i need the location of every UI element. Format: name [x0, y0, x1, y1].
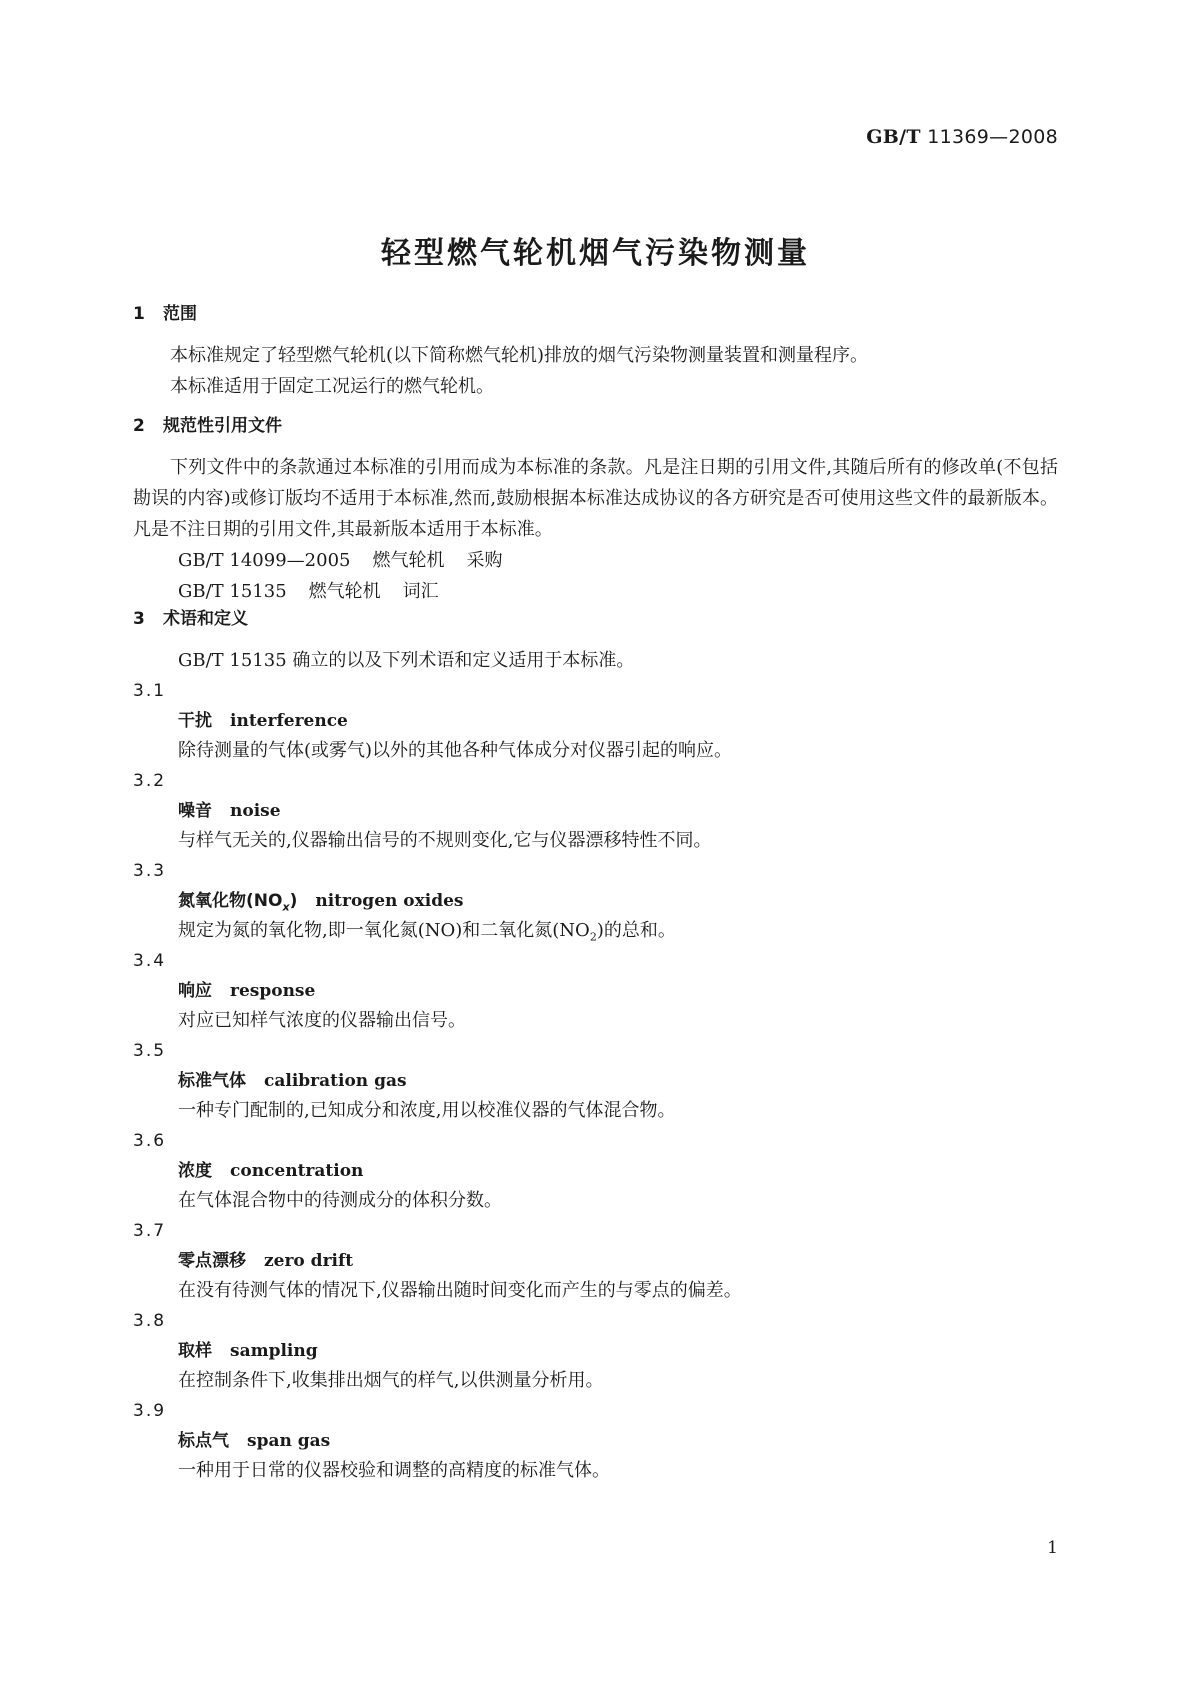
term-en: concentration	[230, 1161, 364, 1181]
term-entry	[133, 766, 1058, 856]
term-zh	[178, 891, 298, 914]
term-en: noise	[230, 801, 281, 821]
reference-name: 燃气轮机	[308, 581, 381, 602]
term-title	[133, 1336, 1058, 1366]
term-zh-subscript: x	[282, 900, 290, 914]
term-entry	[133, 676, 1058, 766]
term-zh: 响应	[178, 981, 212, 1001]
term-definition: 在控制条件下,收集排出烟气的样气,以供测量分析用。	[178, 1370, 604, 1391]
section-heading	[133, 607, 1058, 631]
reference-name: 燃气轮机	[372, 550, 445, 571]
paragraph: 下列文件中的条款通过本标准的引用而成为本标准的条款。凡是注日期的引用文件,其随后所有的修改单(不包括勘误的内容)或修订版均不适用于本标准,然而,鼓励根据本标准达成协议的各方研究是否可使用这些文件的最新版本。凡是不注日期的引用文件,其最新版本适用于本标准。	[133, 457, 1058, 540]
term-entry	[133, 1396, 1058, 1486]
term-title	[133, 1246, 1058, 1276]
term-zh-tail: )	[289, 891, 298, 911]
term-en: interference	[230, 711, 348, 731]
reference-code: GB/T 14099—2005	[178, 550, 351, 571]
term-title	[133, 976, 1058, 1006]
term-zh-text: 氮氧化物(NO	[178, 891, 283, 911]
term-entry	[133, 1216, 1058, 1306]
term-title	[133, 796, 1058, 826]
term-definition: 除待测量的气体(或雾气)以外的其他各种气体成分对仪器引起的响应。	[178, 740, 733, 761]
section-heading	[133, 302, 1058, 326]
term-definition	[133, 916, 1058, 946]
section-title: 术语和定义	[163, 609, 248, 629]
term-en: response	[230, 981, 316, 1001]
section-scope	[133, 302, 1058, 402]
term-definition: 对应已知样气浓度的仪器输出信号。	[178, 1010, 466, 1031]
term-title	[133, 1066, 1058, 1096]
term-definition-tail: )的总和。	[596, 920, 676, 941]
standard-number: 11369—2008	[927, 126, 1058, 148]
section-title: 范围	[163, 304, 197, 324]
term-entry	[133, 1126, 1058, 1216]
section-number: 3	[133, 609, 145, 629]
reference-name: 词汇	[402, 581, 439, 602]
term-title	[133, 1426, 1058, 1456]
section-number: 2	[133, 416, 145, 436]
term-zh: 取样	[178, 1341, 212, 1361]
term-number: 3.4	[133, 951, 167, 971]
section-title: 规范性引用文件	[163, 416, 282, 436]
term-number: 3.1	[133, 681, 167, 701]
term-number: 3.3	[133, 861, 167, 881]
term-zh: 干扰	[178, 711, 212, 731]
term-zh: 标点气	[178, 1431, 229, 1451]
reference-item	[133, 576, 1058, 607]
term-number: 3.2	[133, 771, 167, 791]
term-title	[133, 886, 1058, 916]
section-terms-definitions	[133, 607, 1058, 1486]
term-definition-text: 规定为氮的氧化物,即一氧化氮(NO)和二氧化氮(NO	[178, 920, 590, 941]
section-number: 1	[133, 304, 145, 324]
term-definition: 在没有待测气体的情况下,仪器输出随时间变化而产生的与零点的偏差。	[178, 1280, 742, 1301]
term-number: 3.6	[133, 1131, 167, 1151]
reference-item	[133, 545, 1058, 576]
term-zh: 标准气体	[178, 1071, 246, 1091]
term-entry	[133, 1036, 1058, 1126]
term-definition: 与样气无关的,仪器输出信号的不规则变化,它与仪器漂移特性不同。	[178, 830, 712, 851]
term-definition: 一种专门配制的,已知成分和浓度,用以校准仪器的气体混合物。	[178, 1100, 676, 1121]
terms-intro: GB/T 15135 确立的以及下列术语和定义适用于本标准。	[178, 650, 635, 671]
term-en: nitrogen oxides	[315, 891, 464, 911]
term-entry	[133, 1306, 1058, 1396]
term-number: 3.8	[133, 1311, 167, 1331]
reference-name: 采购	[466, 550, 503, 571]
term-number: 3.9	[133, 1401, 167, 1421]
term-number: 3.7	[133, 1221, 167, 1241]
paragraph: 本标准规定了轻型燃气轮机(以下简称燃气轮机)排放的烟气污染物测量装置和测量程序。	[170, 345, 869, 366]
term-title	[133, 706, 1058, 736]
standard-prefix: GB/T	[866, 126, 921, 148]
term-number: 3.5	[133, 1041, 167, 1061]
term-en: span gas	[247, 1431, 331, 1451]
term-title	[133, 1156, 1058, 1186]
term-definition: 一种用于日常的仪器校验和调整的高精度的标准气体。	[178, 1460, 610, 1481]
document-title: 轻型燃气轮机烟气污染物测量	[381, 236, 810, 271]
term-entry	[133, 856, 1058, 946]
term-definition-subscript: 2	[589, 930, 597, 944]
term-definition: 在气体混合物中的待测成分的体积分数。	[178, 1190, 502, 1211]
term-zh: 浓度	[178, 1161, 212, 1181]
term-zh: 噪音	[178, 801, 212, 821]
standard-code	[866, 126, 1058, 148]
term-en: sampling	[230, 1341, 318, 1361]
reference-code: GB/T 15135	[178, 581, 287, 602]
term-en: calibration gas	[264, 1071, 407, 1091]
page-number: 1	[1047, 1538, 1058, 1558]
section-normative-references	[133, 414, 1058, 607]
term-en: zero drift	[264, 1251, 354, 1271]
paragraph: 本标准适用于固定工况运行的燃气轮机。	[170, 376, 494, 397]
term-entry	[133, 946, 1058, 1036]
term-zh: 零点漂移	[178, 1251, 246, 1271]
section-heading	[133, 414, 1058, 438]
